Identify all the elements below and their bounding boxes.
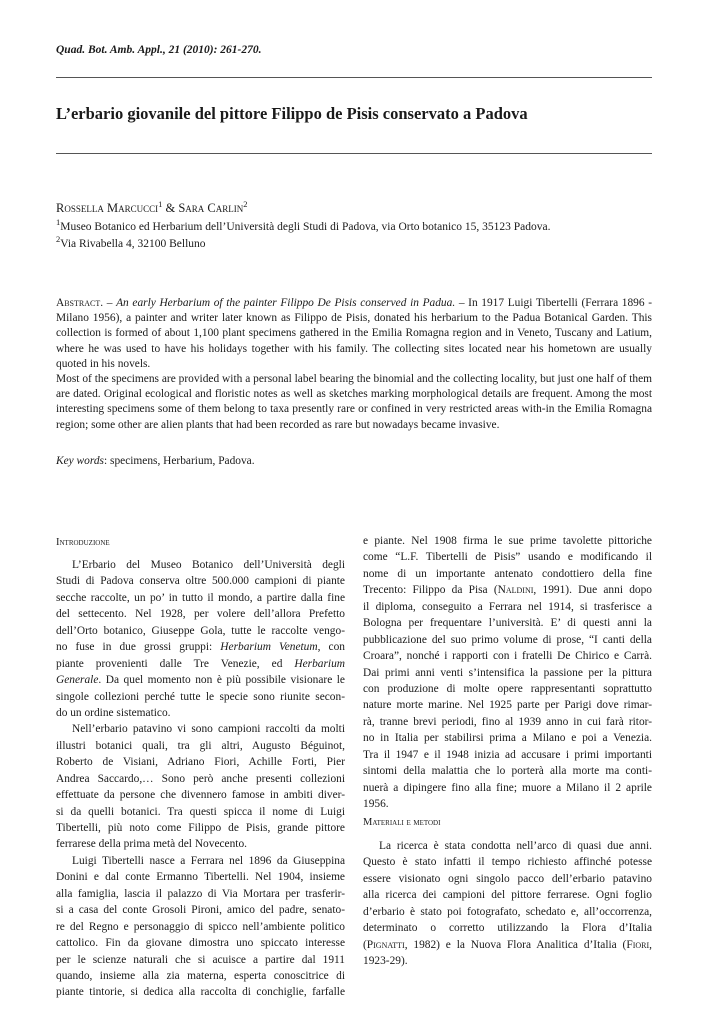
text-line: si a casa del conte Grosoli Pironi, amico del padre, senato-: [56, 904, 345, 917]
affiliation-1-sup: 1: [56, 217, 61, 228]
text-line: con produzione di molte opere rappresentanti soprattutto: [363, 682, 652, 695]
text-line: alla famiglia, lascia il palazzo di Via Mortara per trasferir-: [56, 887, 345, 900]
keywords: [56, 455, 255, 467]
text-line: illustri botanici quali, tra gli altri, Augusto Béguinot,: [56, 739, 345, 752]
italic-term: Generale: [56, 674, 99, 687]
left-column-text: [56, 557, 345, 1001]
text-line: La ricerca è stata condotta nell’arco di quasi due anni.: [379, 840, 652, 852]
right-column-text-a: [363, 533, 652, 812]
text-line: nature morte marine. Nel 1925 parte per Parigi dove rimar-: [363, 699, 652, 712]
text-line: re del Regno e personaggio di spicco nell’ambiente politico: [56, 920, 345, 933]
citation-author: Fiori: [626, 938, 650, 951]
text-line: Bologna per frequentare l’università. E’ di questi anni la: [363, 617, 652, 630]
text-line: 1923-29).: [363, 955, 408, 968]
text-fragment: Trecento: Filippo da Pisa (: [363, 584, 498, 597]
text-line: Roberto de Visiani, Adriano Fiori, Achille Forti, Pier: [56, 756, 345, 769]
section-heading-materiali-e-metodi: Materiali e metodi: [363, 817, 441, 828]
text-line: Donini e dal conte Ermanno Tibertelli. Nel 1904, insieme: [56, 871, 345, 884]
text-line: no in Italia per stabilirsi prima a Milano e poi a Venezia.: [363, 732, 652, 745]
text-line: Studi di Padova conserva oltre 500.000 campioni di piante: [56, 575, 345, 588]
text-line: Luigi Tibertelli nasce a Ferrara nel 1896 da Giuseppina: [72, 854, 345, 867]
text-line: quando, insieme alla zia materna, esperta conoscitrice di: [56, 969, 345, 982]
text-line: piante tintorie, si dedica alla raccolta di conchiglie, farfalle: [56, 986, 345, 999]
text-line: come “L.F. Tibertelli de Pisis” usando e modificando il: [363, 551, 652, 564]
text-line: cattolico. Fin da giovane dimostra uno spiccato interesse: [56, 937, 345, 950]
author-2-sup: 2: [243, 198, 248, 209]
citation-author: Naldini: [497, 584, 534, 597]
text-line: determinato o corretto utilizzando la Flora d’Italia: [363, 922, 652, 935]
text-line: Andrea Saccardo,… Sono però anche presenti collezioni: [56, 772, 345, 785]
affiliation-2-text: Via Rivabella 4, 32100 Belluno: [60, 238, 206, 250]
text-line: 1956.: [363, 798, 389, 810]
text-line: d’erbario è stato poi fotografato, schedato e, all’occorrenza,: [363, 905, 652, 918]
text-fragment: (: [363, 938, 367, 951]
author-1-sup: 1: [158, 198, 163, 209]
text-line: alla ricerca dei campioni del pittore ferrarese. Ogni foglio: [363, 889, 652, 902]
text-line: per le scienze naturali che si acuisce a partire dal 1911: [56, 953, 345, 966]
italic-term: Herbarium: [294, 657, 345, 670]
affiliation-1-text: Museo Botanico ed Herbarium dell’Università degli Studi di Padova, via Orto botanico 15, 35123 Padova.: [60, 221, 551, 233]
author-separator: &: [162, 201, 179, 215]
abstract-paragraph-2: Most of the specimens are provided with a personal label bearing the binomial and the collecting locality, but just one half of them are dated. Original ecological and floristic notes as well as sketches marking morphological details are frequent. Among the most interesting specimens some of them belong to taxa presently rare or confined in very restricted areas with-in the Emilia Romagna region; some other are alien plants that had been recorded as rare but nowadays became invasive.: [56, 373, 652, 431]
text-line: Tra il 1947 e il 1948 inizia ad accusare i primi importanti: [363, 748, 652, 761]
abstract-english-title: An early Herbarium of the painter Filippo De Pisis conserved in Padua.: [116, 297, 456, 309]
citation-author: Pignatti: [366, 938, 405, 951]
text-line: [56, 639, 345, 655]
text-line: Tibertelli, più noto come Filippo de Pisis, grande pittore: [56, 822, 345, 834]
text-line: il diploma, conseguito a Ferrara nel 1914, si trasferisce a: [363, 600, 652, 613]
text-line: effettuate da persone che divennero famose in ambiti diver-: [56, 789, 345, 802]
top-rule: [56, 77, 652, 78]
text-line: nome di un importante antenato condottiero della fine: [363, 567, 652, 580]
keywords-label: Key words: [56, 455, 104, 467]
text-line: Questo è stato infatti il tempo richiesto affinché potesse: [363, 856, 652, 869]
text-line: ferrarese della prima metà del Novecento.: [56, 838, 248, 851]
text-line: Croara”, nonché i rapporti con i fratelli De Chirico e Carrà.: [363, 650, 652, 663]
text-line: si da quelli botanici. Tra questi spicca il nome di Luigi: [56, 805, 345, 818]
text-line: e piante. Nel 1908 firma le sue prime tavolette pittoriche: [363, 535, 652, 547]
text-fragment: . Da quel momento non è più possibile visionare le: [98, 674, 345, 687]
text-line: pubblicazione del suo primo volume di prose, “I canti della: [363, 633, 652, 646]
paper-title: L’erbario giovanile del pittore Filippo de Pisis conservato a Padova: [56, 104, 528, 123]
author-1-name: Rossella Marcucci: [56, 201, 159, 215]
text-line: essere visionato ogni singolo pacco dell’erbario patavino: [363, 872, 652, 885]
text-line: singole collezioni perché tutte le specie sono riunite secon-: [56, 690, 345, 703]
text-fragment: no fuse in due grossi gruppi:: [56, 641, 221, 654]
text-line: sintomi della malattia che lo porterà alla morte ma conti-: [363, 765, 652, 778]
text-fragment: piante provenienti dalle Tre Venezie, ed: [56, 657, 295, 670]
text-line: Dai primi anni venti s’intensifica la passione per la pittura: [363, 666, 652, 679]
affiliation-2-sup: 2: [56, 234, 61, 245]
abstract-paragraph-1: [56, 296, 652, 372]
text-line: rà, tranne brevi periodi, fino al 1939 anno in cui farà ritor-: [363, 715, 652, 728]
text-line: dell’Orto botanico, Giuseppe Gola, tutte le raccolte vengo-: [56, 624, 345, 637]
text-line: secche raccolte, un po’ in tutto il mondo, a partire dalla fine: [56, 591, 345, 604]
right-column-text-b: [363, 838, 652, 970]
text-line: del settecento. Nel 1928, per volere dell’allora Prefetto: [56, 608, 345, 621]
title-rule: [56, 153, 652, 154]
text-line: nuerà a dipingere fino alla fine; muore a Milano il 2 aprile: [363, 781, 652, 794]
text-fragment: , con: [317, 641, 345, 654]
abstract: [56, 296, 652, 433]
text-line: [56, 656, 345, 672]
abstract-text-1: – In 1917 Luigi Tibertelli (Ferrara 1896 - Milano 1956), a painter and writer later known as Filippo de Pisis, donated his herbarium to the Padua Botanical Garden. This collection is formed of about 1,100 plant specimens gathered in the Emilia Romagna region and in Veneto, Tuscany and Latium, where he was used to have his holidays together with his family. The collecting sites located near his hometown are usually quoted in his novels.: [56, 297, 653, 370]
keywords-text: : specimens, Herbarium, Padova.: [104, 455, 255, 467]
journal-citation: Quad. Bot. Amb. Appl., 21 (2010): 261-270.: [56, 44, 262, 56]
affiliation-1: [56, 217, 551, 233]
text-line: [56, 672, 345, 688]
author-line: [56, 198, 248, 216]
text-line: do un ordine sistematico.: [56, 706, 171, 719]
text-line: [363, 582, 652, 598]
text-fragment: ,: [649, 938, 652, 951]
text-line: [363, 937, 652, 953]
italic-term: Herbarium Venetum: [220, 641, 318, 654]
affiliation-2: [56, 234, 206, 250]
abstract-label: Abstract.: [56, 297, 104, 309]
text-line: Nell’erbario patavino vi sono campioni raccolti da molti: [72, 723, 345, 736]
text-fragment: , 1982) e la Nuova Flora Analitica d’Italia (: [404, 938, 627, 951]
text-line: L’Erbario del Museo Botanico dell’Università degli: [72, 559, 345, 571]
author-2-name: Sara Carlin: [178, 201, 244, 215]
text-fragment: , 1991). Due anni dopo: [533, 584, 653, 597]
section-heading-introduzione: Introduzione: [56, 537, 110, 548]
abstract-dash: –: [103, 297, 117, 309]
